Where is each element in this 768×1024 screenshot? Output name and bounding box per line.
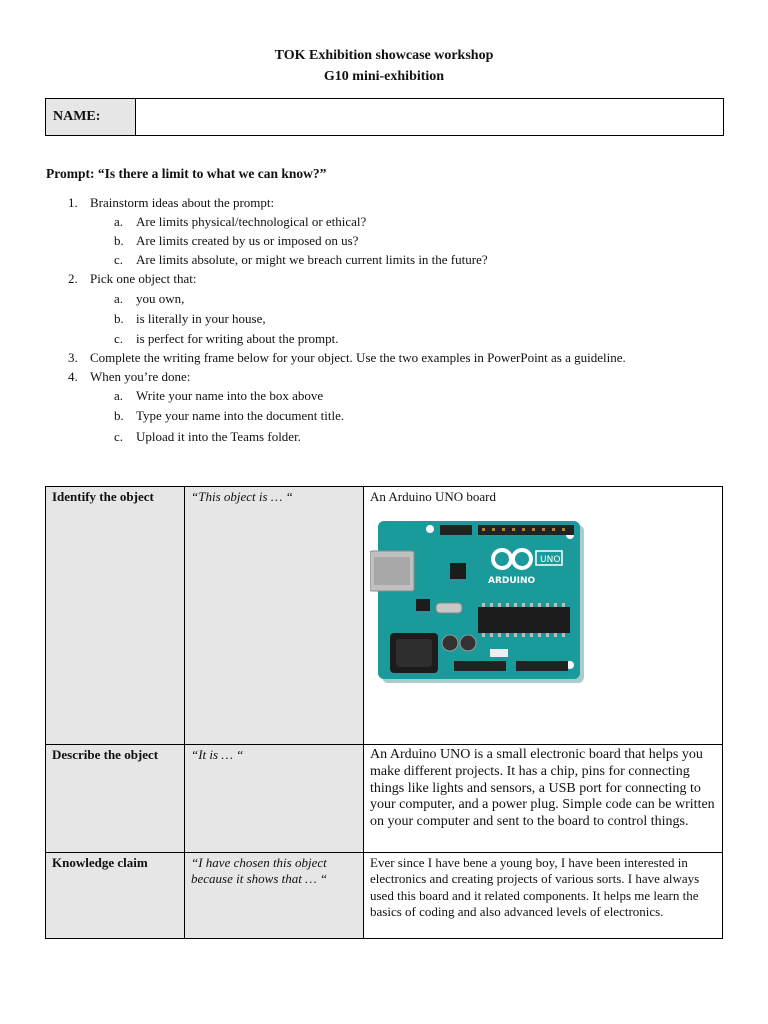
row-frame-text: “I have chosen this object because it shows that … “ (185, 853, 364, 939)
substep-text: is perfect for writing about the prompt. (136, 331, 339, 346)
substep-text: you own, (136, 291, 185, 306)
arduino-board-image (370, 515, 588, 687)
substep-number: c. (114, 252, 124, 267)
row-label: Knowledge claim (46, 853, 185, 939)
substep-number: a. (114, 388, 124, 403)
brand-text: ARDUINO (488, 576, 536, 586)
prompt-heading: Prompt: “Is there a limit to what we can know?” (46, 166, 327, 181)
row-label: Describe the object (46, 745, 185, 853)
name-field[interactable] (136, 99, 723, 135)
substep-text: Are limits absolute, or might we breach current limits in the future? (136, 252, 488, 267)
doc-subtitle: G10 mini-exhibition (323, 69, 445, 84)
power-header (454, 661, 506, 671)
step-text: Brainstorm ideas about the prompt: (90, 195, 275, 210)
step-number: 4. (68, 369, 78, 384)
substep-number: a. (114, 291, 124, 306)
step-number: 1. (68, 195, 78, 210)
row-frame-text: “This object is … “ (185, 487, 364, 745)
table-row (46, 745, 723, 853)
substep-number: a. (114, 214, 124, 229)
row-answer[interactable]: Ever since I have bene a young boy, I have been interested in electronics and creating projects of various sorts. I have always used this board and it related components. It helps me learn the basics of coding and also advanced levels of electronics. (364, 853, 723, 939)
row-label: Identify the object (46, 487, 185, 745)
step-text: Complete the writing frame below for your object. Use the two examples in PowerPoint as a guideline. (90, 350, 626, 365)
substep-number: b. (114, 233, 124, 248)
substep-text: Type your name into the document title. (136, 408, 345, 423)
row-answer: An Arduino UNO board (370, 489, 497, 504)
substep-text: Upload it into the Teams folder. (136, 429, 301, 444)
substep-number: b. (114, 311, 124, 326)
substep-text: is literally in your house, (136, 311, 266, 326)
model-text: UNO (540, 555, 561, 565)
substep-number: c. (114, 331, 124, 346)
substep-text: Are limits physical/technological or ethical? (136, 214, 367, 229)
row-answer-cell[interactable] (364, 487, 723, 745)
doc-title: TOK Exhibition showcase workshop (274, 48, 494, 63)
step-text: Pick one object that: (90, 271, 197, 286)
row-frame-text: “It is … “ (185, 745, 364, 853)
writing-frame-table (45, 486, 723, 939)
substep-number: b. (114, 408, 124, 423)
step-text: When you’re done: (90, 369, 191, 384)
substep-text: Write your name into the box above (136, 388, 324, 403)
analog-header (516, 661, 568, 671)
table-row (46, 853, 723, 939)
step-number: 2. (68, 271, 78, 286)
name-label: NAME: (46, 99, 136, 135)
step-number: 3. (68, 350, 78, 365)
table-row (46, 487, 723, 745)
row-answer[interactable]: An Arduino UNO is a small electronic board that helps you make different projects. It has a chip, pins for connecting things like lights and sensors, a USB port for connecting to your computer, and a power plug. Simple code can be written on your computer and sent to the board to control things. (364, 745, 723, 853)
name-box (45, 98, 724, 136)
substep-number: c. (114, 429, 124, 444)
microcontroller-chip (478, 607, 570, 633)
substep-text: Are limits created by us or imposed on us? (136, 233, 359, 248)
